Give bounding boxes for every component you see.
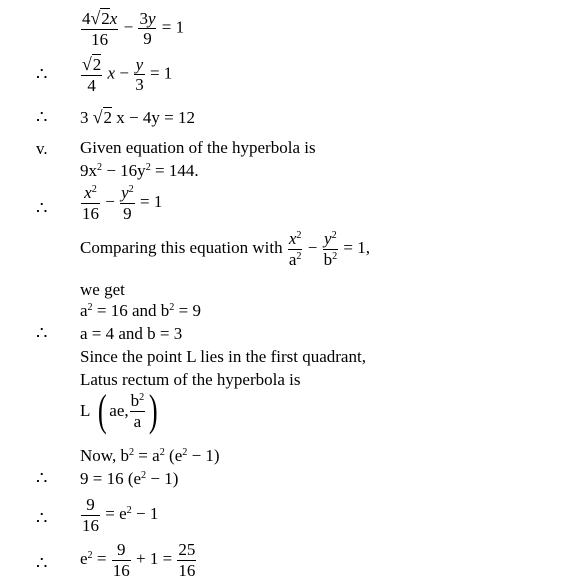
therefore-symbol: ∴	[36, 323, 48, 343]
equation-line-1: $\frac{4√2x}{16}$ − $\frac{3y}{9}$ = 1	[82, 8, 185, 49]
fraction: $\frac{y}{3}$	[135, 54, 144, 95]
equation-line: Comparing this equation with $\frac{x^2}{a^2}$ − $\frac{y^2}{b^2}$ = 1,	[80, 229, 370, 269]
equation-line: $\frac{x^2}{16}$ − $\frac{y^2}{9}$ = 1	[82, 183, 163, 223]
text-line: Latus rectum of the hyperbola is	[80, 370, 301, 389]
equation-line: 9 = 16 $(e^2 - 1)$	[80, 469, 179, 488]
equation-line: Now, $b^2 = a^2$ $(e^2 - 1)$	[80, 446, 220, 465]
item-number: v.	[36, 139, 48, 158]
therefore-symbol: ∴	[36, 508, 48, 528]
therefore-symbol: ∴	[36, 107, 48, 127]
fraction: $\frac{25}{16}$	[178, 540, 196, 580]
fraction: $\frac{y^2}{9}$	[121, 183, 134, 223]
fraction: $\frac{9}{16}$	[82, 495, 99, 535]
fraction: $\frac{x^2}{16}$	[82, 183, 99, 223]
therefore-symbol: ∴	[36, 198, 48, 218]
fraction: $\frac{9}{16}$	[112, 540, 130, 580]
equation-line: $e^2$ = $\frac{9}{16}$ + 1 = $\frac{25}{16}$	[80, 540, 196, 580]
fraction: $\frac{3y}{9}$	[139, 8, 156, 49]
text-line: we get	[80, 280, 125, 299]
equation-line: $a^2 = 16$ and $b^2 = 9$	[80, 301, 201, 320]
fraction: $\frac{x^2}{a^2}$	[288, 229, 302, 269]
equation-line: $9x^2 - 16y^2 = 144$.	[80, 161, 199, 180]
fraction: $\frac{y^2}{b^2}$	[323, 229, 338, 269]
text-line: a = 4 and b = 3	[80, 324, 183, 343]
therefore-symbol: ∴	[36, 468, 48, 488]
fraction: $b^2$ a	[130, 390, 145, 431]
fraction: $\frac{4√2x}{16}$	[82, 8, 118, 49]
therefore-symbol: ∴	[36, 64, 48, 84]
therefore-symbol: ∴	[36, 553, 48, 573]
equation-line: $\frac{9}{16}$ = $e^2 - 1$	[82, 495, 159, 535]
equation-line-3: 3 √2 x − 4y = 12	[80, 107, 195, 127]
equation-line-2: $\frac{√2}{4}$ x − $\frac{y}{3}$ = 1	[82, 54, 173, 95]
equation-line: L ( ae, $b^2$ a )	[80, 386, 158, 435]
fraction: $\frac{√2}{4}$	[82, 54, 102, 95]
text-line: Since the point L lies in the first quadrant,	[80, 347, 366, 366]
text-line: Given equation of the hyperbola is	[80, 138, 316, 157]
